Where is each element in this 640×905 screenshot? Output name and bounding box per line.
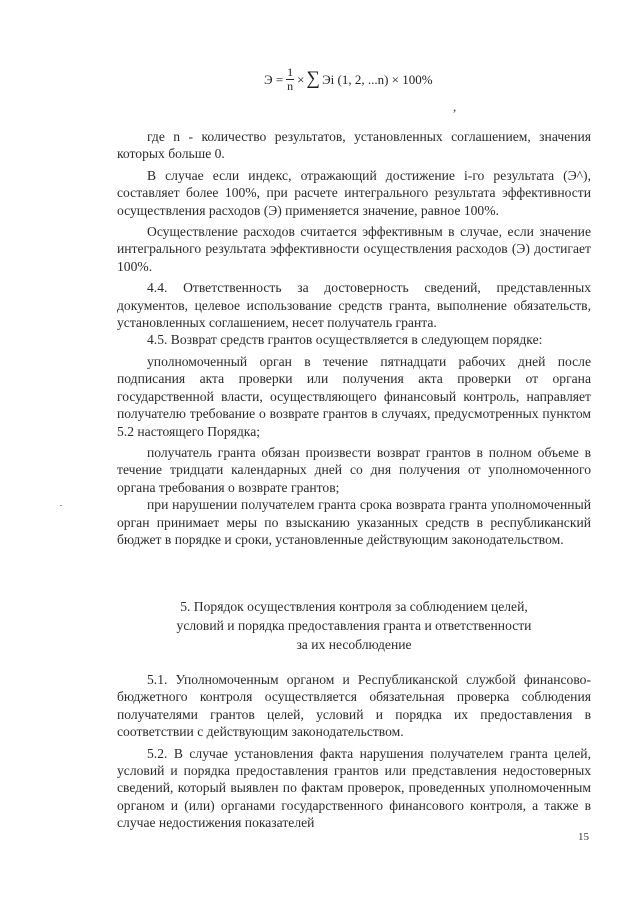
formula-lhs: Э = [264,72,284,88]
paragraph: уполномоченный орган в течение пятнадцати рабочих дней после подписания акта проверки или получения акта проверки от органа государственной власти, осуществляющего финансовый контроль, направляет получателю требование о возврате грантов в случаях, предусмотренных пунктом 5.2 настоящего Порядка; [117,353,591,439]
paragraph: где n - количество результатов, установленных соглашением, значения которых больше 0. [117,129,591,162]
paragraph: Осуществление расходов считается эффективным в случае, если значение интегрального результата эффективности осуществления расходов (Э) достигает 100%. [117,224,591,274]
paragraph: В случае если индекс, отражающий достижение i-го результата (Э^), составляет более 100%, при расчете интегрального результата эффективности осуществления расходов (Э) применяется значение, равное 100%. [117,167,591,218]
section-5-text [117,671,591,832]
formula-times: × [297,72,305,88]
formula-fraction [286,66,294,93]
section-5-heading [117,597,591,654]
heading-line: условий и порядка предоставления гранта и ответственности [176,618,532,633]
sigma-symbol: ∑ [306,68,321,90]
paragraph: при нарушении получателем гранта срока возврата гранта уполномоченный орган принимает меры по взысканию указанных средств в республиканский бюджет в порядке и сроки, установленные действующим законодательством. [117,497,591,547]
heading-line: 5. Порядок осуществления контроля за соблюдением целей, [180,599,528,614]
page-number: 15 [578,831,589,843]
paragraph: 4.5. Возврат средств грантов осуществляется в следующем порядке: [147,332,543,348]
heading-line: за их несоблюдение [296,637,412,652]
paragraph: 5.2. В случае установления факта нарушения получателем гранта целей, условий и порядка предоставления грантов или представления недостоверных сведений, который выявлен по фактам проверок, проведенных уполномоченным органом и (или) органами государственного финансового контроля, а также в случае недостижения показателей [117,745,591,831]
margin-mark [60,505,62,506]
paragraph: 4.4. Ответственность за достоверность сведений, представленных документов, целевое использование средств гранта, выполнение обязательств, установленных соглашением, несет получатель гранта. [117,280,591,331]
section-4-text [117,128,591,548]
paragraph: 5.1. Уполномоченным органом и Республиканской службой финансово-бюджетного контроля осуществляется обязательная проверка соблюдения получателями грантов целей, условий и порядка их предоставления в соответствии с действующим законодательством. [117,672,591,740]
formula-trailing-comma: , [453,99,457,114]
formula-numerator: 1 [287,65,294,79]
formula-term: Эi (1, 2, ...n) × 100% [322,72,433,88]
paragraph: получатель гранта обязан произвести возврат грантов в полном объеме в течение тридцати календарных дней со дня получения от уполномоченного органа требования о возврате грантов; [117,444,591,495]
efficiency-formula [264,66,433,93]
formula-denominator: n [287,79,294,94]
